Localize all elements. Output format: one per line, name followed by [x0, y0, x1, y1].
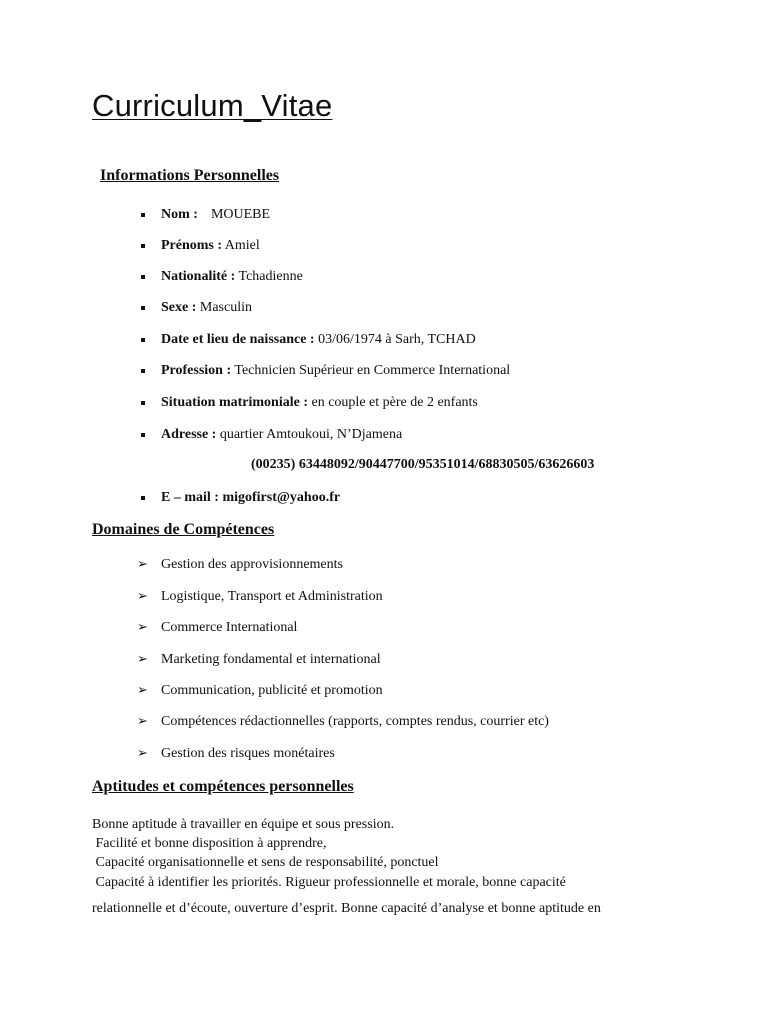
- info-label: Profession :: [161, 363, 232, 378]
- bullet-icon: [141, 369, 145, 373]
- aptitude-line: Capacité organisationnelle et sens de responsabilité, ponctuel: [92, 855, 439, 870]
- skill-item: [137, 620, 298, 636]
- info-item-situation: [161, 395, 478, 411]
- info-item-naissance: [161, 332, 476, 348]
- info-label: Date et lieu de naissance :: [161, 332, 315, 347]
- info-label: Prénoms :: [161, 238, 223, 253]
- bullet-icon: [141, 401, 145, 405]
- skills-heading: Domaines de Compétences: [92, 521, 275, 538]
- info-label: E – mail :: [161, 490, 219, 505]
- skill-item: [137, 746, 335, 762]
- info-value: quartier Amtoukoui, N’Djamena: [219, 427, 403, 442]
- info-value: Technicien Supérieur en Commerce International: [234, 363, 511, 378]
- info-value: en couple et père de 2 enfants: [311, 395, 478, 410]
- skill-text: Commerce International: [161, 620, 298, 635]
- bullet-icon: [141, 244, 145, 248]
- info-item-nom: [161, 207, 270, 223]
- skill-item: [137, 557, 343, 573]
- skill-text: Gestion des approvisionnements: [161, 557, 343, 572]
- aptitude-line: Facilité et bonne disposition à apprendre,: [92, 836, 327, 851]
- info-value: Masculin: [199, 300, 252, 315]
- bullet-icon: [141, 213, 145, 217]
- aptitude-line: Capacité à identifier les priorités. Rigueur professionnelle et morale, bonne capacité: [92, 875, 566, 890]
- arrow-bullet-icon: ➢: [137, 714, 148, 729]
- skill-text: Compétences rédactionnelles (rapports, comptes rendus, courrier etc): [161, 714, 549, 729]
- info-label: Situation matrimoniale :: [161, 395, 308, 410]
- info-label: Sexe :: [161, 300, 197, 315]
- info-item-sexe: [161, 300, 252, 316]
- info-item-adresse: [161, 427, 402, 443]
- skill-text: Communication, publicité et promotion: [161, 683, 383, 698]
- skill-text: Marketing fondamental et international: [161, 652, 381, 667]
- aptitude-line: Bonne aptitude à travailler en équipe et sous pression.: [92, 817, 395, 832]
- info-item-nationalite: [161, 269, 303, 285]
- skill-item: [137, 589, 383, 605]
- bullet-icon: [141, 338, 145, 342]
- info-value: Tchadienne: [238, 269, 303, 284]
- arrow-bullet-icon: ➢: [137, 620, 148, 635]
- bullet-icon: [141, 496, 145, 500]
- info-value: 03/06/1974 à Sarh, TCHAD: [318, 332, 476, 347]
- phone-numbers: (00235) 63448092/90447700/95351014/68830505/63626603: [251, 457, 595, 472]
- bullet-icon: [141, 275, 145, 279]
- info-value: MOUEBE: [210, 207, 271, 222]
- skill-text: Logistique, Transport et Administration: [161, 589, 383, 604]
- skill-text: Gestion des risques monétaires: [161, 746, 335, 761]
- arrow-bullet-icon: ➢: [137, 683, 148, 698]
- arrow-bullet-icon: ➢: [137, 652, 148, 667]
- email-value: migofirst@yahoo.fr: [222, 490, 341, 505]
- skill-item: [137, 714, 549, 730]
- skill-item: [137, 652, 381, 668]
- info-item-email: [161, 490, 340, 506]
- arrow-bullet-icon: ➢: [137, 589, 148, 604]
- arrow-bullet-icon: ➢: [137, 557, 148, 572]
- document-title: Curriculum_Vitae: [92, 88, 333, 123]
- info-value: Amiel: [224, 238, 260, 253]
- info-item-profession: [161, 363, 510, 379]
- skill-item: [137, 683, 383, 699]
- info-label: Nationalité :: [161, 269, 236, 284]
- info-label: Nom :: [161, 207, 198, 222]
- info-label: Adresse :: [161, 427, 217, 442]
- bullet-icon: [141, 306, 145, 310]
- info-item-prenoms: [161, 238, 260, 254]
- aptitudes-heading: Aptitudes et compétences personnelles: [92, 778, 354, 795]
- arrow-bullet-icon: ➢: [137, 746, 148, 761]
- aptitude-line: relationnelle et d’écoute, ouverture d’esprit. Bonne capacité d’analyse et bonne aptitude en: [92, 901, 601, 916]
- bullet-icon: [141, 433, 145, 437]
- personal-info-heading: Informations Personnelles: [100, 167, 280, 184]
